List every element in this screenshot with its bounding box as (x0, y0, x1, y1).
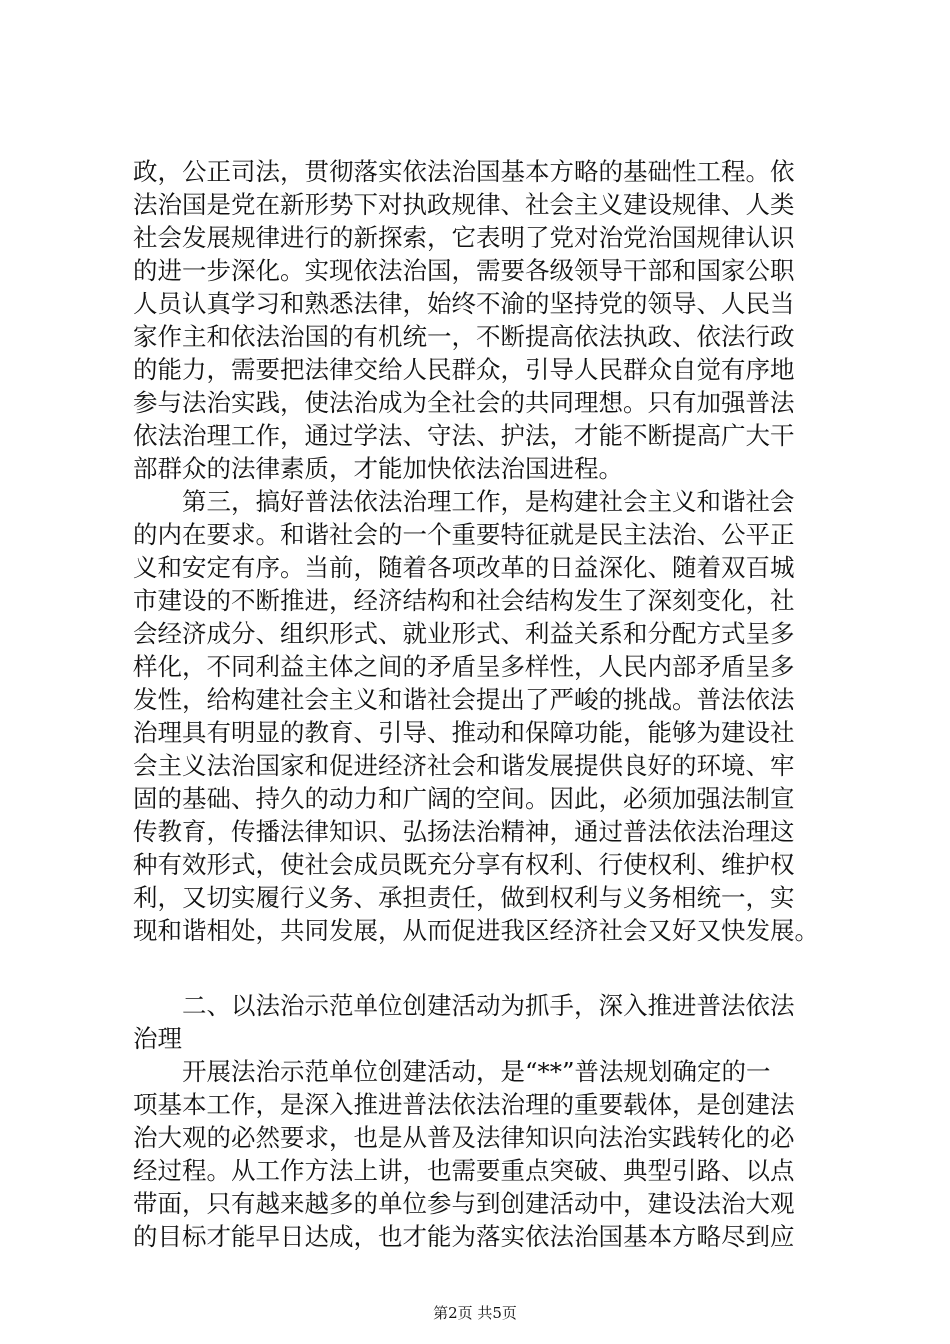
text-line: 治理具有明显的教育、引导、推动和保障功能，能够为建设社 (133, 718, 795, 747)
text-line: 种有效形式，使社会成员既充分享有权利、行使权利、维护权 (133, 850, 795, 879)
text-line: 部群众的法律素质，才能加快依法治国进程。 (133, 454, 623, 483)
document-body (133, 155, 833, 1253)
paragraph (133, 155, 833, 485)
text-line: 传教育，传播法律知识、弘扬法治精神，通过普法依法治理这 (133, 817, 795, 846)
text-line: 会经济成分、组织形式、就业形式、利益关系和分配方式呈多 (133, 619, 795, 648)
text-line: 固的基础、持久的动力和广阔的空间。因此，必须加强法制宣 (133, 784, 795, 813)
text-line: 依法治理工作，通过学法、守法、护法，才能不断提高广大干 (133, 421, 795, 450)
text-line: 义和安定有序。当前，随着各项改革的日益深化、随着双百城 (133, 553, 795, 582)
text-line: 社会发展规律进行的新探索，它表明了党对治党治国规律认识 (133, 223, 795, 252)
text-line: 会主义法治国家和促进经济社会和谐发展提供良好的环境、牢 (133, 751, 795, 780)
text-line: 的内在要求。和谐社会的一个重要特征就是民主法治、公平正 (133, 520, 795, 549)
text-line: 法治国是党在新形势下对执政规律、社会主义建设规律、人类 (133, 190, 795, 219)
text-line: 开展法治示范单位创建活动，是“**”普法规划确定的一 (182, 1057, 771, 1086)
text-line: 样化，不同利益主体之间的矛盾呈多样性，人民内部矛盾呈多 (133, 652, 795, 681)
text-line: 第三，搞好普法依法治理工作，是构建社会主义和谐社会 (182, 487, 795, 516)
text-line: 带面，只有越来越多的单位参与到创建活动中，建设法治大观 (133, 1189, 795, 1218)
paragraph (133, 485, 833, 947)
text-line: 的目标才能早日达成，也才能为落实依法治国基本方略尽到应 (133, 1222, 795, 1251)
paragraph (133, 989, 833, 1055)
text-line: 发性，给构建社会主义和谐社会提出了严峻的挑战。普法依法 (133, 685, 795, 714)
page-footer: 第2页 共5页 (433, 1304, 517, 1322)
paragraph (133, 1055, 833, 1253)
text-line: 利，又切实履行义务、承担责任，做到权利与义务相统一，实 (133, 883, 795, 912)
text-line: 政，公正司法，贯彻落实依法治国基本方略的基础性工程。依 (133, 157, 795, 186)
text-line: 治理 (133, 1024, 182, 1053)
text-line: 项基本工作，是深入推进普法依法治理的重要载体，是创建法 (133, 1090, 795, 1119)
text-line: 二、以法治示范单位创建活动为抓手，深入推进普法依法 (182, 991, 795, 1020)
text-line: 参与法治实践，使法治成为全社会的共同理想。只有加强普法 (133, 388, 795, 417)
text-line: 人员认真学习和熟悉法律，始终不渝的坚持党的领导、人民当 (133, 289, 795, 318)
text-line: 家作主和依法治国的有机统一，不断提高依法执政、依法行政 (133, 322, 795, 351)
text-line: 现和谐相处，共同发展，从而促进我区经济社会又好又快发展。 (133, 916, 819, 945)
paragraph-gap (133, 947, 833, 989)
text-line: 的进一步深化。实现依法治国，需要各级领导干部和国家公职 (133, 256, 795, 285)
text-line: 的能力，需要把法律交给人民群众，引导人民群众自觉有序地 (133, 355, 795, 384)
text-line: 治大观的必然要求，也是从普及法律知识向法治实践转化的必 (133, 1123, 795, 1152)
text-line: 经过程。从工作方法上讲，也需要重点突破、典型引路、以点 (133, 1156, 795, 1185)
text-line: 市建设的不断推进，经济结构和社会结构发生了深刻变化，社 (133, 586, 795, 615)
